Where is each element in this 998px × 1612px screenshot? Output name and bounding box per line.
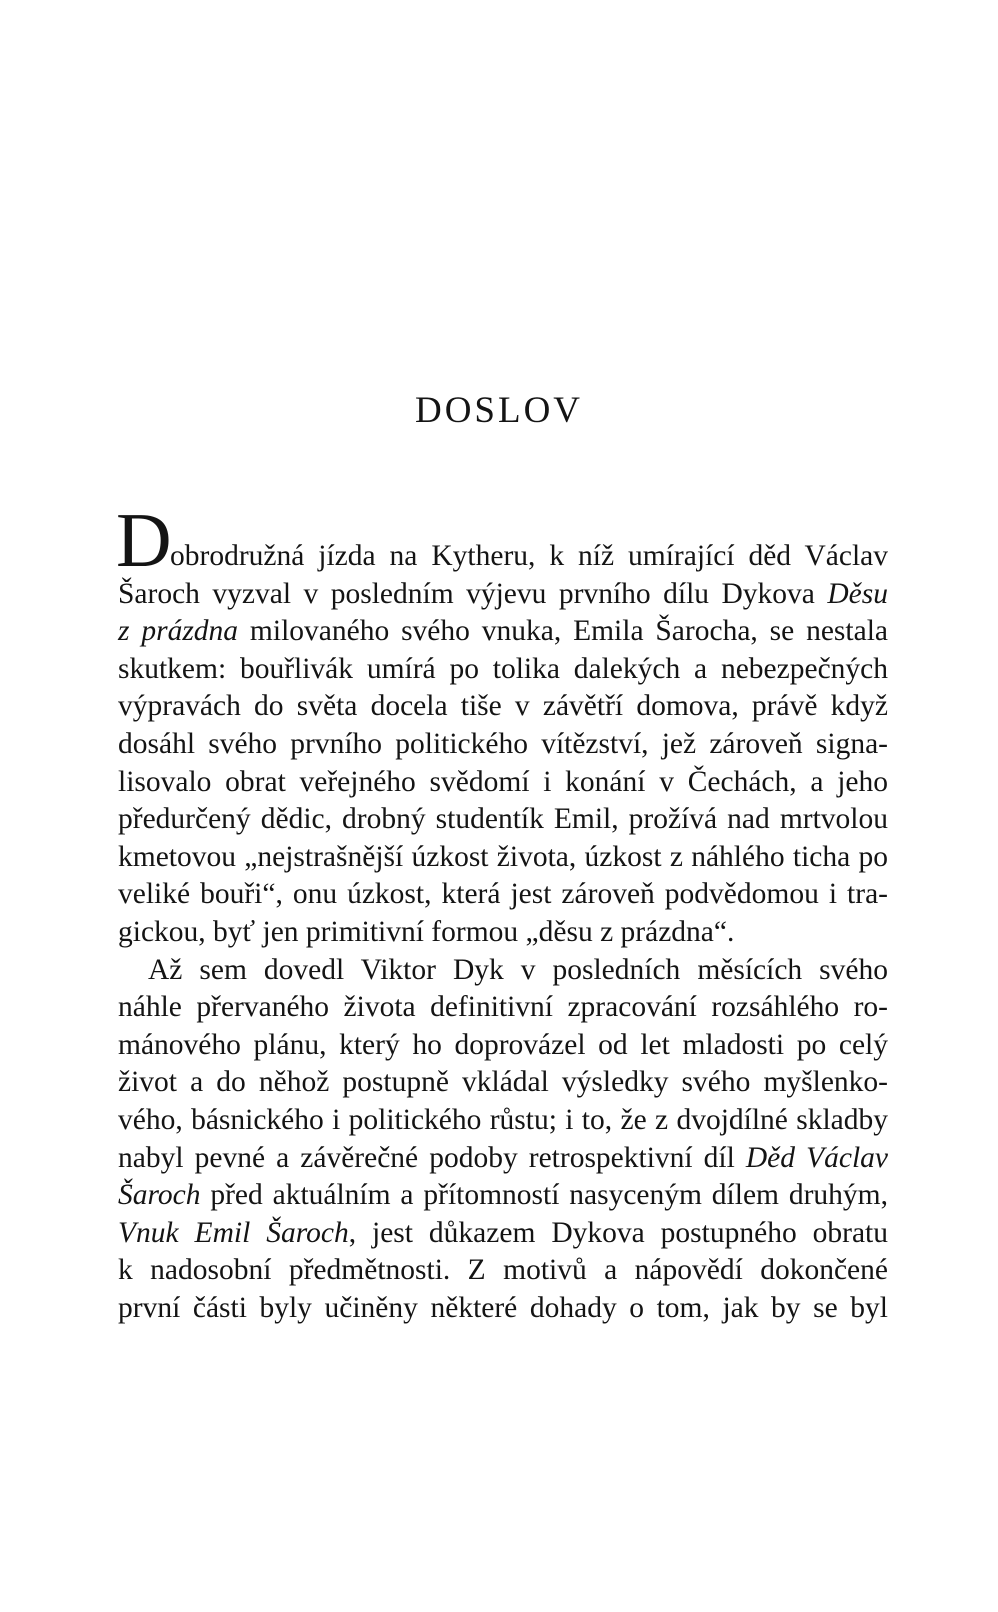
text-line: předurčený dědic, drobný studentík Emil, prožívá nad mrtvolou — [118, 803, 888, 836]
text-line: první části byly učiněny některé dohady o tom, jak by se byl — [118, 1291, 888, 1324]
italic-title: Děd Václav — [745, 1141, 888, 1174]
text-line: výpravách do světa docela tiše v závětří domova, právě když — [118, 690, 888, 723]
italic-title: Vnuk Emil Šaroch — [118, 1216, 349, 1249]
text-line: gickou, byť jen primitivní formou „děsu z prázdna“. — [118, 915, 735, 948]
text-line: Až sem dovedl Viktor Dyk v posledních měsících svého — [148, 953, 888, 986]
text-line: kmetovou „nejstrašnější úzkost života, úzkost z náhlého ticha po — [118, 840, 888, 873]
text-line: Šaroch před aktuálním a přítomností nasyceným dílem druhým, — [118, 1179, 888, 1212]
text-line: mánového plánu, který ho doprovázel od let mladosti po celý — [118, 1028, 888, 1061]
body-text — [116, 497, 888, 1327]
text-line: D obrodružná jízda na Kytheru, k níž umírající děd Václav — [116, 497, 888, 583]
italic-title: Šaroch — [118, 1179, 201, 1212]
text-line: lisovalo obrat veřejného svědomí i konání v Čechách, a jeho — [118, 765, 888, 798]
text-line: život a do něhož postupně vkládal výsledky svého myšlenko- — [118, 1066, 888, 1099]
text-line: Vnuk Emil Šaroch, jest důkazem Dykova postupného obratu — [118, 1216, 888, 1249]
chapter-heading: DOSLOV — [414, 390, 584, 431]
italic-title: z prázdna — [118, 615, 239, 648]
drop-cap: D — [116, 497, 172, 583]
text-line: k nadosobní předmětnosti. Z motivů a nápovědí dokončené — [118, 1254, 888, 1287]
text-line: veliké bouři“, onu úzkost, která jest zároveň podvědomou i tra- — [118, 878, 888, 911]
text-line: skutkem: bouřlivák umírá po tolika dalekých a nebezpečných — [118, 652, 888, 685]
text-line: náhle přervaného života definitivní zpracování rozsáhlého ro- — [118, 991, 888, 1024]
text-line: vého, básnického i politického růstu; i to, že z dvojdílné skladby — [118, 1103, 888, 1136]
text-line: dosáhl svého prvního politického vítězství, jež zároveň signa- — [118, 727, 888, 760]
paragraph-2 — [118, 952, 888, 1328]
text-line: nabyl pevné a závěrečné podoby retrospektivní díl Děd Václav — [118, 1141, 888, 1174]
text-line: Šaroch vyzval v posledním výjevu prvního dílu Dykova Děsu — [118, 577, 888, 610]
italic-title: Děsu — [827, 577, 888, 610]
text-line: z prázdna milovaného svého vnuka, Emila Šarocha, se nestala — [118, 615, 888, 648]
paragraph-1 — [116, 497, 888, 952]
